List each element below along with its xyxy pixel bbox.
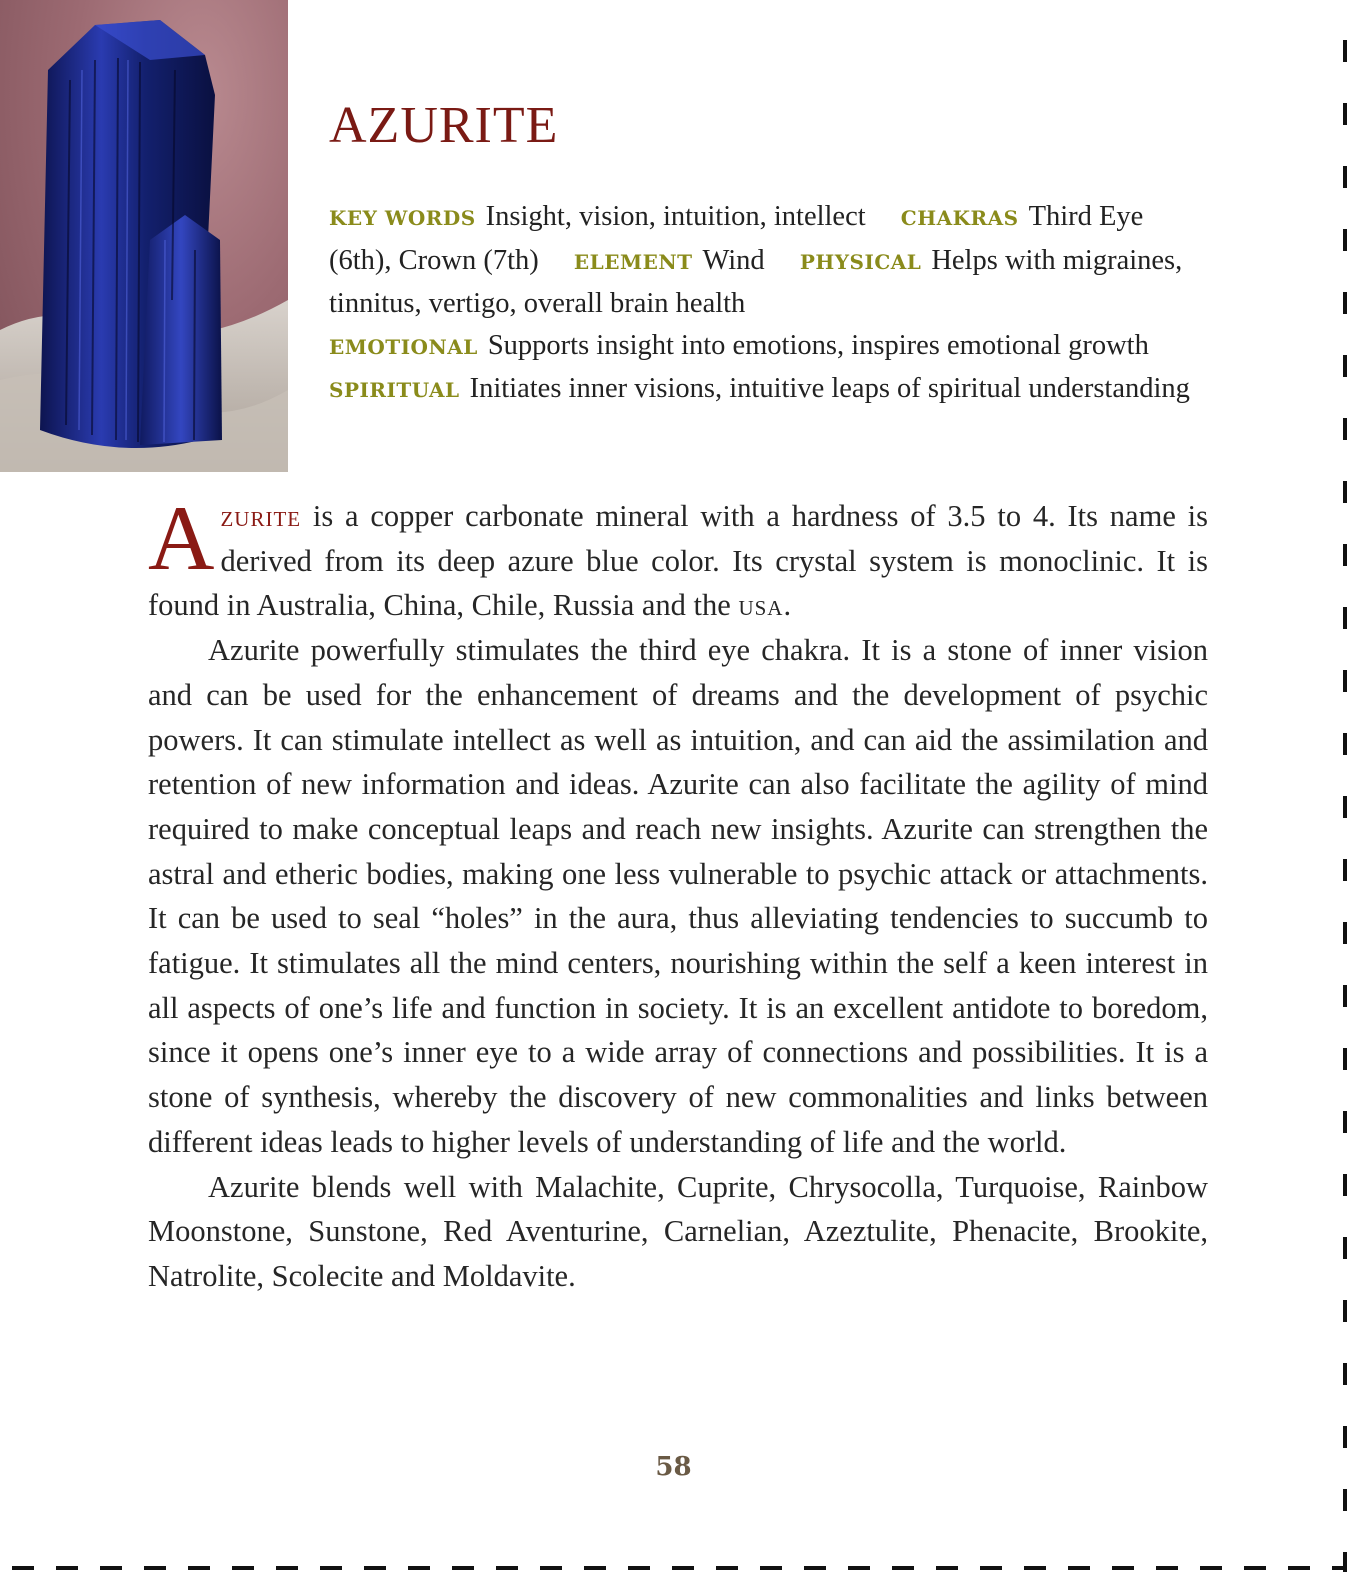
edge-mark [1343, 355, 1347, 377]
edge-mark [540, 1566, 562, 1570]
edge-mark [1343, 1426, 1347, 1448]
edge-mark [584, 1566, 606, 1570]
edge-mark [716, 1566, 738, 1570]
spiritual-value: Initiates inner visions, intuitive leaps of spiritual understanding [469, 373, 1190, 404]
edge-mark [980, 1566, 1002, 1570]
body-text [148, 487, 1208, 1299]
edge-mark [1343, 1048, 1347, 1070]
key-words-label: KEY WORDS [329, 206, 476, 230]
edge-mark [276, 1566, 298, 1570]
edge-mark [1343, 229, 1347, 251]
edge-mark [12, 1566, 34, 1570]
edge-mark [1343, 670, 1347, 692]
edge-mark [848, 1566, 870, 1570]
edge-mark [1244, 1566, 1266, 1570]
bottom-edge-marks [0, 1564, 1347, 1572]
physical-value: Helps with migraines, tinnitus, vertigo, overall brain health [329, 244, 1183, 319]
edge-mark [1343, 607, 1347, 629]
edge-mark [1343, 40, 1347, 62]
usa-abbrev: usa [738, 588, 784, 623]
physical-label: PHYSICAL [799, 249, 922, 274]
emotional-label: EMOTIONAL [329, 334, 478, 359]
edge-mark [1343, 1300, 1347, 1322]
edge-mark [188, 1566, 210, 1570]
edge-mark [1343, 544, 1347, 566]
edge-mark [1024, 1566, 1046, 1570]
paragraph-intro [148, 487, 1208, 628]
edge-mark [144, 1566, 166, 1570]
edge-mark [1343, 1111, 1347, 1133]
edge-mark [672, 1566, 694, 1570]
edge-mark [452, 1566, 474, 1570]
edge-mark [1156, 1566, 1178, 1570]
drop-cap: A [148, 487, 215, 589]
edge-mark [804, 1566, 826, 1570]
edge-mark [1343, 985, 1347, 1007]
right-edge-marks [1341, 0, 1347, 1572]
edge-mark [100, 1566, 122, 1570]
edge-mark [1343, 292, 1347, 314]
paragraph-intro-text: is a copper carbonate mineral with a hardness of 3.5 to 4. Its name is derived from its deep azure blue color. Its crystal system is monoclinic. It is found in Australia, China, Chile, Russia and the [148, 499, 1208, 623]
edge-mark [1343, 733, 1347, 755]
spiritual-label: SPIRITUAL [329, 378, 460, 402]
element-value: Wind [702, 244, 765, 276]
page-number: 58 [655, 1452, 692, 1482]
lead-in: zurite [220, 499, 302, 533]
edge-mark [364, 1566, 386, 1570]
edge-mark [628, 1566, 650, 1570]
edge-mark [1343, 1174, 1347, 1196]
edge-mark [1343, 1237, 1347, 1259]
stone-attributes [329, 196, 1199, 412]
edge-mark [496, 1566, 518, 1570]
azurite-crystal-photo [0, 0, 288, 472]
edge-mark [1112, 1566, 1134, 1570]
edge-mark [56, 1566, 78, 1570]
edge-mark [1332, 1566, 1347, 1570]
paragraph-intro-end: . [783, 588, 792, 623]
edge-mark [408, 1566, 430, 1570]
paragraph-properties: Azurite powerfully stimulates the third eye chakra. It is a stone of inner vision and can be used for the enhancement of dreams and the development of psychic powers. It can stimulate intellect as well as intuition, and can aid the assimilation and retention of new information and ideas. Azurite can also facilitate the agility of mind required to make conceptual leaps and reach new insights. Azurite can strengthen the astral and etheric bodies, making one less vulnerable to psychic attack or attachments. It can be used to seal “holes” in the aura, thus alleviating tendencies to succumb to fatigue. It stimulates all the mind centers, nourishing within the self a keen interest in all aspects of one’s life and function in society. It is an excellent antidote to boredom, since it opens one’s inner eye to a wide array of connections and possibilities. It is a stone of synthesis, whereby the discovery of new commonalities and links between different ideas leads to higher levels of understanding of life and the world. [148, 633, 1208, 1159]
chakras-label: CHAKRAS [900, 206, 1019, 230]
edge-mark [1343, 922, 1347, 944]
edge-mark [1343, 103, 1347, 125]
edge-mark [1343, 859, 1347, 881]
edge-mark [232, 1566, 254, 1570]
edge-mark [1343, 418, 1347, 440]
element-label: ELEMENT [573, 249, 693, 274]
edge-mark [1068, 1566, 1090, 1570]
key-words-value: Insight, vision, intuition, intellect [485, 201, 866, 232]
edge-mark [892, 1566, 914, 1570]
edge-mark [1343, 481, 1347, 503]
paragraph-blends: Azurite blends well with Malachite, Cuprite, Chrysocolla, Turquoise, Rainbow Moonstone, Sunstone, Red Aventurine, Carnelian, Azeztulite, Phenacite, Brookite, Natrolite, Scolecite and Moldavite. [148, 1169, 1208, 1293]
edge-mark [1288, 1566, 1310, 1570]
edge-mark [1343, 1489, 1347, 1511]
edge-mark [320, 1566, 342, 1570]
edge-mark [936, 1566, 958, 1570]
edge-mark [1200, 1566, 1222, 1570]
edge-mark [1343, 166, 1347, 188]
edge-mark [1343, 1363, 1347, 1385]
edge-mark [1343, 796, 1347, 818]
edge-mark [760, 1566, 782, 1570]
chakras-value: Third Eye (6th), Crown (7th) [329, 201, 1144, 276]
crystal-illustration [0, 0, 288, 472]
stone-title: AZURITE [329, 97, 559, 154]
emotional-value: Supports insight into emotions, inspires emotional growth [487, 329, 1149, 361]
